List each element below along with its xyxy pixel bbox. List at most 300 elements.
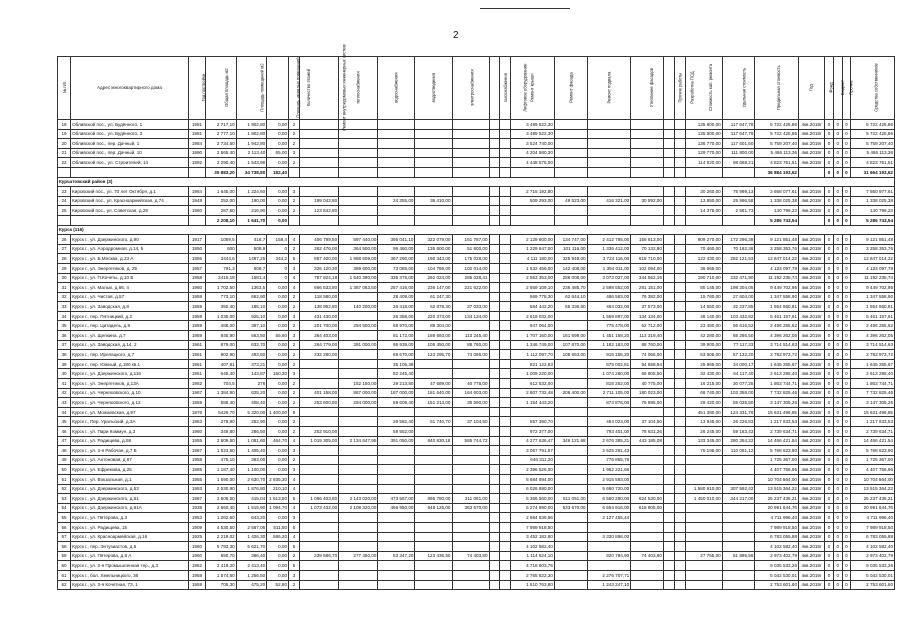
table-cell	[631, 167, 664, 177]
table-cell	[500, 321, 511, 331]
table-cell: 920 794,90	[587, 551, 631, 561]
table-cell	[489, 148, 500, 158]
table-cell: 776 855,76	[587, 455, 631, 465]
table-cell	[674, 379, 685, 389]
table-cell: 1 902,80	[236, 129, 267, 139]
table-cell: 5 722 425,86	[755, 120, 799, 130]
table-cell	[299, 167, 338, 177]
table-cell: 1958	[188, 570, 205, 580]
table-cell: 0	[842, 379, 851, 389]
table-cell: 74 066,00	[631, 350, 664, 360]
table-cell: 30	[58, 273, 71, 283]
table-cell: 1955	[188, 436, 205, 446]
table-cell	[415, 465, 452, 475]
table-cell	[685, 167, 722, 177]
table-cell: 608,7	[236, 263, 267, 273]
table-cell: 32 430,00	[685, 369, 722, 379]
table-cell	[663, 398, 674, 408]
table-cell: 36 884 193,62	[755, 167, 799, 177]
table-cell: 584 442,20	[511, 302, 555, 312]
table-cell: 2 753 601,60	[755, 580, 799, 590]
table-cell: 1 367 063,50	[339, 283, 378, 293]
table-cell: 28 409,00	[378, 292, 415, 302]
table-cell: Курск г., пер. Южный, д.180 кв.1	[71, 359, 189, 369]
table-cell: Курск г., ул. Дзержинского, д.61	[71, 494, 189, 504]
table-cell	[587, 129, 631, 139]
table-cell	[554, 446, 587, 456]
table-cell	[685, 522, 722, 532]
table-cell	[299, 580, 338, 590]
table-cell: 11 192 235,74	[851, 273, 895, 283]
table-cell: 0,00	[267, 139, 289, 149]
table-cell: 3	[289, 513, 300, 523]
table-cell: 1 876,80	[236, 484, 267, 494]
table-cell: 1 262,60	[206, 513, 237, 523]
table-cell: 1 707 160,00	[511, 331, 555, 341]
table-cell: 206 400,00	[554, 388, 587, 398]
table-cell	[489, 158, 500, 168]
table-cell	[299, 532, 338, 542]
column-header	[722, 57, 755, 120]
table-cell: 4кв.2019г	[799, 427, 825, 437]
table-cell: 909 270,00	[685, 235, 722, 245]
table-cell: 4кв.2019г	[799, 503, 825, 513]
table-cell	[500, 398, 511, 408]
table-cell: 4 204 580,30	[511, 148, 555, 158]
table-cell	[489, 321, 500, 331]
table-cell	[188, 167, 205, 177]
table-cell	[339, 292, 378, 302]
table-cell	[587, 167, 631, 177]
table-cell	[663, 350, 674, 360]
table-cell: 5 466 113,36	[851, 148, 895, 158]
table-cell: 36	[58, 331, 71, 341]
table-cell: 550,70	[206, 551, 237, 561]
table-header-row	[58, 57, 895, 120]
table-cell: 26 358,00	[378, 311, 415, 321]
table-cell	[489, 120, 500, 130]
table-cell	[587, 542, 631, 552]
table-cell: Кировский пос., ул. Советская, д.28	[71, 206, 189, 216]
table-cell	[378, 513, 415, 523]
table-cell: 5 286 743,54	[755, 215, 799, 225]
table-cell: 34	[58, 311, 71, 321]
table-cell: 0	[842, 187, 851, 197]
table-cell: 5 320,00	[236, 407, 267, 417]
table-cell: 140 200,00	[339, 302, 378, 312]
table-cell: 915 155,20	[587, 350, 631, 360]
table-cell	[587, 407, 631, 417]
table-cell: 29 420,00	[685, 398, 722, 408]
table-cell: 2 598 552,00	[587, 283, 631, 293]
table-cell: 1 645,00	[206, 187, 237, 197]
table-cell	[339, 513, 378, 523]
table-row	[58, 465, 895, 475]
table-cell: 0	[825, 532, 834, 542]
table-cell	[685, 580, 722, 590]
table-cell: 0	[842, 359, 851, 369]
table-cell: 151 213,00	[415, 398, 452, 408]
table-cell: 646 311,20	[511, 455, 555, 465]
table-cell: 0	[842, 513, 851, 523]
table-cell: Курск г., ул. Черняховского, д.10	[71, 388, 189, 398]
table-cell: 4кв.2019г	[799, 455, 825, 465]
table-cell: 1 559 897,00	[587, 311, 631, 321]
table-cell: 1 224,60	[236, 187, 267, 197]
table-cell: 181 640,00	[415, 388, 452, 398]
table-cell: 0	[825, 570, 834, 580]
column-header-label: Площадь помещений м2	[259, 63, 265, 113]
table-row	[58, 455, 895, 465]
table-cell	[554, 551, 587, 561]
table-cell: 0	[842, 398, 851, 408]
table-cell: 9 121 851,48	[755, 235, 799, 245]
table-cell	[289, 215, 300, 225]
table-cell: 257 416,00	[378, 283, 415, 293]
table-row	[58, 263, 895, 273]
table-cell	[674, 139, 685, 149]
table-cell	[500, 340, 511, 350]
table-cell: Курск г., ул. Радищева, 15	[71, 522, 189, 532]
table-cell: 220 373,00	[415, 311, 452, 321]
table-cell: 363,00	[236, 455, 267, 465]
table-cell: 645,40	[206, 369, 237, 379]
table-cell: 2 134 647,95	[339, 436, 378, 446]
table-cell: 135 800,00	[685, 120, 722, 130]
table-row	[58, 532, 895, 542]
table-cell: 1984	[188, 139, 205, 149]
table-cell: 3 073 027,00	[587, 273, 631, 283]
table-cell: 4	[289, 273, 300, 283]
table-cell: 2	[289, 340, 300, 350]
table-cell: 29 582,40	[378, 417, 415, 427]
table-cell: 0,00	[267, 196, 289, 206]
table-cell: 4кв.2019г	[799, 359, 825, 369]
table-cell: 30 260,00	[685, 187, 722, 197]
table-cell	[415, 580, 452, 590]
table-cell: 0	[842, 427, 851, 437]
table-cell: 5	[289, 494, 300, 504]
table-cell	[58, 167, 71, 177]
table-cell: 4кв.2019г	[799, 494, 825, 504]
table-cell	[415, 561, 452, 571]
table-cell	[722, 503, 755, 513]
table-cell: 85 286,50	[722, 331, 755, 341]
table-cell: Курск г., ул. Пятерова, д.3	[71, 513, 189, 523]
column-header-label: Адрес многоквартирного дома	[96, 85, 162, 91]
table-cell: 4 133 097,79	[851, 263, 895, 273]
table-cell	[378, 484, 415, 494]
table-cell: 1 988 609,00	[339, 254, 378, 264]
table-cell: 0	[842, 542, 851, 552]
table-cell: Курск г., ул. Чистая, д.57	[71, 292, 189, 302]
table-cell: 30 077,25	[722, 379, 755, 389]
table-cell: 102 094,00	[631, 263, 664, 273]
table-cell	[587, 187, 631, 197]
table-cell: 3	[289, 369, 300, 379]
table-cell: 9	[289, 407, 300, 417]
table-cell: 47 689,00	[415, 379, 452, 389]
table-cell: 294 500,00	[339, 321, 378, 331]
column-header	[587, 57, 631, 120]
table-cell: 198 304,05	[722, 283, 755, 293]
table-cell	[415, 455, 452, 465]
column-header	[206, 57, 237, 120]
column-header-label: водоотведения	[430, 73, 436, 103]
table-cell: 133 345,00	[685, 436, 722, 446]
table-cell	[452, 532, 489, 542]
table-cell: 1 641,70	[236, 215, 267, 225]
table-cell: Курск г., ул. Энергетиков, д.13А	[71, 379, 189, 389]
table-cell: 1363,5	[236, 283, 267, 293]
table-cell: 7 732 825,46	[851, 388, 895, 398]
table-cell: 161 787,00	[452, 235, 489, 245]
table-cell: 3 524 740,00	[511, 139, 555, 149]
table-cell: 0	[842, 494, 851, 504]
table-cell: 25	[58, 206, 71, 216]
table-cell: Курск г., ул. Дзержинского, д.53	[71, 484, 189, 494]
table-cell: 39	[58, 359, 71, 369]
table-cell: 0,00	[267, 350, 289, 360]
table-cell	[489, 273, 500, 283]
table-cell	[500, 580, 511, 590]
table-cell: 2 659 109,10	[511, 283, 555, 293]
table-cell	[674, 580, 685, 590]
table-cell: 0	[842, 167, 851, 177]
table-cell: 4 711 996,40	[755, 513, 799, 523]
table-cell: 85 145,00	[685, 283, 722, 293]
table-cell: 135 800,00	[685, 129, 722, 139]
table-cell	[500, 350, 511, 360]
table-cell: 2 525 291,43	[587, 446, 631, 456]
table-cell: 56 616,52	[722, 321, 755, 331]
table-cell: 4 530,50	[206, 522, 237, 532]
table-cell	[663, 235, 674, 245]
section-title: Курск (116)	[58, 225, 895, 235]
table-cell: 1981	[188, 129, 205, 139]
table-cell: 1 523,50	[206, 446, 237, 456]
table-cell: 1964	[188, 187, 205, 197]
table-cell	[415, 427, 452, 437]
table-cell: 5426,70	[206, 407, 237, 417]
table-cell: 3	[289, 331, 300, 341]
table-cell: 158,4	[267, 235, 289, 245]
table-cell: 0,00	[267, 321, 289, 331]
table-cell: 349,80	[206, 427, 237, 437]
table-cell: 3 489 522,30	[511, 120, 555, 130]
table-cell: 0	[833, 148, 842, 158]
table-cell: Курск г., ул. Пятерова, д.8 А	[71, 551, 189, 561]
table-cell: 563,50	[236, 331, 267, 341]
table-cell: 60	[58, 561, 71, 571]
table-cell: 0	[833, 158, 842, 168]
table-cell	[489, 206, 500, 216]
table-cell: Курск г., ул. Вокзальная, д.1	[71, 474, 189, 484]
table-cell	[339, 427, 378, 437]
table-cell	[58, 215, 71, 225]
column-header	[554, 57, 587, 120]
table-cell	[799, 167, 825, 177]
table-cell: 0	[833, 407, 842, 417]
table-cell: 0	[825, 522, 834, 532]
table-cell	[489, 215, 500, 225]
table-cell: 4кв.2019г	[799, 206, 825, 216]
table-cell	[674, 484, 685, 494]
table-cell: 897 440,00	[339, 235, 378, 245]
table-cell: 4кв.2019г	[799, 436, 825, 446]
table-cell: 0	[825, 244, 834, 254]
table-cell	[722, 474, 755, 484]
table-cell: 0	[833, 455, 842, 465]
table-cell: 117 647,78	[722, 120, 755, 130]
table-cell	[339, 580, 378, 590]
table-cell	[663, 570, 674, 580]
table-cell: Кировский пос., ул. 70 лет Октября, д.1	[71, 187, 189, 197]
table-cell: 104 769,00	[415, 263, 452, 273]
table-cell: 135 600,00	[415, 244, 452, 254]
table-cell: 0	[833, 532, 842, 542]
table-cell: 5	[289, 522, 300, 532]
table-cell	[452, 369, 489, 379]
table-cell	[489, 570, 500, 580]
table-cell	[722, 522, 755, 532]
table-cell: 29	[58, 263, 71, 273]
table-cell: 787 824,18	[299, 273, 338, 283]
table-cell	[663, 139, 674, 149]
table-cell: 0	[825, 388, 834, 398]
table-cell: Курск г., ул. Можаевская, д.97	[71, 407, 189, 417]
table-cell	[339, 350, 378, 360]
table-cell: 0	[842, 484, 851, 494]
table-cell: 569 778,30	[511, 292, 555, 302]
column-header	[378, 57, 415, 120]
table-cell: 61	[58, 570, 71, 580]
table-cell: 2 608,50	[206, 494, 237, 504]
table-cell	[663, 283, 674, 293]
table-cell: 1 256,50	[236, 570, 267, 580]
table-cell	[674, 254, 685, 264]
table-cell: 1 645 255,67	[755, 359, 799, 369]
table-cell: 190 710,00	[685, 273, 722, 283]
table-cell: 895 780,00	[415, 494, 452, 504]
table-cell: 103 432,82	[722, 311, 755, 321]
table-cell	[663, 503, 674, 513]
table-cell: 16 215,00	[685, 379, 722, 389]
table-cell	[674, 455, 685, 465]
table-cell	[663, 167, 674, 177]
table-cell	[674, 148, 685, 158]
table-cell: 1961	[188, 350, 205, 360]
table-cell	[674, 359, 685, 369]
table-cell: 407,81	[206, 359, 237, 369]
table-cell	[452, 484, 489, 494]
table-cell: 252 910,00	[299, 427, 338, 437]
table-row	[58, 379, 895, 389]
table-cell: 1959	[188, 580, 205, 590]
table-cell: 3	[289, 148, 300, 158]
table-cell: 4кв.2019г	[799, 187, 825, 197]
table-cell	[554, 542, 587, 552]
table-cell	[663, 215, 674, 225]
table-cell: 0	[842, 263, 851, 273]
table-cell: 2 413,40	[236, 561, 267, 571]
table-cell: 0,00	[267, 455, 289, 465]
table-cell: 32	[58, 292, 71, 302]
table-cell	[378, 474, 415, 484]
column-header-label: электроснабжения	[469, 69, 475, 107]
table-cell	[489, 561, 500, 571]
table-cell: 88 760,00	[452, 340, 489, 350]
table-cell	[415, 158, 452, 168]
table-cell: 5 042 530,01	[851, 570, 895, 580]
table-cell: 9 035 533,26	[755, 561, 799, 571]
table-cell	[663, 484, 674, 494]
table-cell	[631, 187, 664, 197]
table-cell	[500, 388, 511, 398]
table-cell: 0,00	[267, 292, 289, 302]
table-cell: 3444,6	[206, 254, 237, 264]
table-cell: 122 430,00	[685, 254, 722, 264]
table-cell: Курск г., ул. Энергетиков, д. 25	[71, 263, 189, 273]
table-cell	[489, 455, 500, 465]
table-cell: 887 000,00	[339, 388, 378, 398]
table-cell: 37 033,00	[452, 302, 489, 312]
table-cell: 5 274 990,00	[511, 503, 555, 513]
table-cell: 486 563,00	[587, 292, 631, 302]
table-cell: 70 132,80	[631, 244, 664, 254]
table-cell: 0,00	[267, 427, 289, 437]
table-cell: 1961	[188, 369, 205, 379]
table-cell: 364 500,00	[339, 244, 378, 254]
table-cell: 41	[58, 379, 71, 389]
table-row	[58, 235, 895, 245]
table-cell: 1917	[188, 235, 205, 245]
table-cell: 0,00	[267, 206, 289, 216]
table-row	[58, 187, 895, 197]
table-cell	[674, 465, 685, 475]
table-cell: 867 400,00	[299, 254, 338, 264]
table-cell	[674, 311, 685, 321]
table-cell	[489, 532, 500, 542]
table-cell: Курск г., ул. Заводская, д.14, 2	[71, 340, 189, 350]
table-cell: 0,00	[267, 570, 289, 580]
table-row	[58, 254, 895, 264]
table-cell: 2 412 785,00	[587, 235, 631, 245]
table-cell	[674, 283, 685, 293]
table-cell	[452, 120, 489, 130]
table-cell	[674, 522, 685, 532]
table-cell	[631, 158, 664, 168]
table-cell: 363 570,00	[452, 503, 489, 513]
table-cell: 0	[833, 551, 842, 561]
table-cell: 124 331,76	[722, 407, 755, 417]
table-cell	[674, 474, 685, 484]
table-cell: 55 035,50	[722, 398, 755, 408]
table-cell: 1 554 660,81	[851, 302, 895, 312]
capital-repair-table	[57, 44, 895, 590]
table-cell	[378, 532, 415, 542]
table-cell	[489, 350, 500, 360]
table-cell: 0	[833, 465, 842, 475]
table-cell: 1 019 305,00	[299, 436, 338, 446]
table-cell: 82 245,40	[378, 369, 415, 379]
table-cell: Курск г., пер. Ирелацкого, д.7	[71, 350, 189, 360]
table-cell: 113 319,40	[631, 331, 664, 341]
table-cell: 1960	[188, 542, 205, 552]
section-row	[58, 177, 895, 187]
table-cell: 0,00	[267, 158, 289, 168]
table-cell: 0	[825, 484, 834, 494]
